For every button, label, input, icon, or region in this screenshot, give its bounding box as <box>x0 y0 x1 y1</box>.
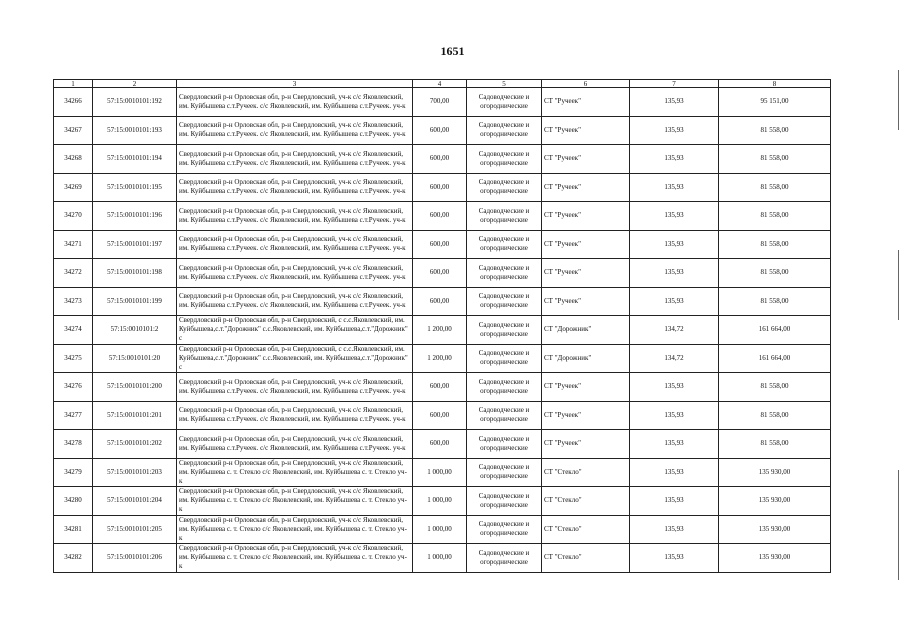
area-cell: 600,00 <box>413 287 467 316</box>
organization-cell: СТ "Дорожник" <box>542 344 630 373</box>
cadastral-value-cell: 135 930,00 <box>719 515 831 544</box>
cadastral-number-cell: 57:15:0010101:199 <box>93 287 177 316</box>
header-row <box>54 80 831 88</box>
rate-cell: 134,72 <box>630 316 719 345</box>
row-number-cell: 34268 <box>54 145 93 174</box>
table-row <box>54 515 831 544</box>
table-row <box>54 88 831 117</box>
organization-cell: СТ "Ручеек" <box>542 287 630 316</box>
area-cell: 1 000,00 <box>413 544 467 573</box>
area-cell: 1 200,00 <box>413 316 467 345</box>
area-cell: 600,00 <box>413 145 467 174</box>
table-header <box>54 80 831 88</box>
area-cell: 600,00 <box>413 373 467 402</box>
land-use-cell: Садоводческие и огороднические <box>467 430 542 459</box>
cadastral-number-cell: 57:15:0010101:204 <box>93 487 177 516</box>
table-row <box>54 116 831 145</box>
table-body <box>54 88 831 573</box>
organization-cell: СТ "Ручеек" <box>542 202 630 231</box>
organization-cell: СТ "Ручеек" <box>542 173 630 202</box>
row-number-cell: 34281 <box>54 515 93 544</box>
organization-cell: СТ "Ручеек" <box>542 88 630 117</box>
rate-cell: 135,93 <box>630 116 719 145</box>
table-row <box>54 401 831 430</box>
address-cell: Свердловский р-н Орловская обл, р-н Свердловский, уч-к с/с Яковлевский, им. Куйбышева с.т.Ручеек. с/с Яковлевский, им. Куйбышева с.т.Ручеек. уч-к <box>177 145 413 174</box>
address-cell: Свердловский р-н Орловская обл, р-н Свердловский, уч-к с/с Яковлевский, им. Куйбышева с.т.Ручеек. с/с Яковлевский, им. Куйбышева с.т.Ручеек. уч-к <box>177 259 413 288</box>
table-row <box>54 202 831 231</box>
row-number-cell: 34282 <box>54 544 93 573</box>
cadastral-number-cell: 57:15:0010101:205 <box>93 515 177 544</box>
area-cell: 1 000,00 <box>413 515 467 544</box>
cadastral-value-cell: 81 558,00 <box>719 259 831 288</box>
area-cell: 1 000,00 <box>413 487 467 516</box>
address-cell: Свердловский р-н Орловская обл, р-н Свердловский, уч-к с/с Яковлевский, им. Куйбышева с.т.Ручеек. с/с Яковлевский, им. Куйбышева с.т.Ручеек. уч-к <box>177 230 413 259</box>
row-number-cell: 34277 <box>54 401 93 430</box>
row-number-cell: 34276 <box>54 373 93 402</box>
land-use-cell: Садоводческие и огороднические <box>467 230 542 259</box>
cadastral-value-cell: 81 558,00 <box>719 230 831 259</box>
table-row <box>54 287 831 316</box>
table-row <box>54 430 831 459</box>
cadastral-value-cell: 135 930,00 <box>719 458 831 487</box>
organization-cell: СТ "Ручеек" <box>542 430 630 459</box>
rate-cell: 135,93 <box>630 173 719 202</box>
cadastral-value-cell: 81 558,00 <box>719 173 831 202</box>
table-row <box>54 344 831 373</box>
cadastral-value-cell: 81 558,00 <box>719 401 831 430</box>
cadastral-number-cell: 57:15:0010101:197 <box>93 230 177 259</box>
row-number-cell: 34272 <box>54 259 93 288</box>
area-cell: 600,00 <box>413 259 467 288</box>
area-cell: 600,00 <box>413 430 467 459</box>
address-cell: Свердловский р-н Орловская обл, р-н Свердловский, уч-к с/с Яковлевский, им. Куйбышева с. т. Стекло с/с Яковлевский, им. Куйбышева с. т. Стекло уч-к <box>177 487 413 516</box>
organization-cell: СТ "Ручеек" <box>542 373 630 402</box>
rate-cell: 135,93 <box>630 401 719 430</box>
land-use-cell: Садоводческие и огороднические <box>467 458 542 487</box>
table-row <box>54 487 831 516</box>
column-header: 1 <box>54 80 93 88</box>
area-cell: 600,00 <box>413 116 467 145</box>
address-cell: Свердловский р-н Орловская обл, р-н Свердловский, уч-к с/с Яковлевский, им. Куйбышева с.т.Ручеек. с/с Яковлевский, им. Куйбышева с.т.Ручеек. уч-к <box>177 88 413 117</box>
table-row <box>54 544 831 573</box>
land-use-cell: Садоводческие и огороднические <box>467 145 542 174</box>
organization-cell: СТ "Ручеек" <box>542 145 630 174</box>
cadastral-value-cell: 135 930,00 <box>719 544 831 573</box>
organization-cell: СТ "Дорожник" <box>542 316 630 345</box>
organization-cell: СТ "Стекло" <box>542 515 630 544</box>
land-use-cell: Садоводческие и огороднические <box>467 202 542 231</box>
organization-cell: СТ "Ручеек" <box>542 259 630 288</box>
cadastral-number-cell: 57:15:0010101:198 <box>93 259 177 288</box>
address-cell: Свердловский р-н Орловская обл, р-н Свердловский, уч-к с/с Яковлевский, им. Куйбышева с.т.Ручеек. с/с Яковлевский, им. Куйбышева с.т.Ручеек. уч-к <box>177 116 413 145</box>
column-header: 3 <box>177 80 413 88</box>
cadastral-value-cell: 81 558,00 <box>719 202 831 231</box>
cadastral-value-cell: 81 558,00 <box>719 430 831 459</box>
table-row <box>54 316 831 345</box>
cadastral-number-cell: 57:15:0010101:192 <box>93 88 177 117</box>
cadastral-value-cell: 81 558,00 <box>719 373 831 402</box>
land-use-cell: Садоводческие и огороднические <box>467 487 542 516</box>
cadastral-number-cell: 57:15:0010101:202 <box>93 430 177 459</box>
row-number-cell: 34271 <box>54 230 93 259</box>
land-use-cell: Садоводческие и огороднические <box>467 316 542 345</box>
organization-cell: СТ "Ручеек" <box>542 116 630 145</box>
land-use-cell: Садоводческие и огороднические <box>467 88 542 117</box>
table-row <box>54 230 831 259</box>
organization-cell: СТ "Ручеек" <box>542 230 630 259</box>
scan-edge-mark <box>898 0 899 640</box>
row-number-cell: 34274 <box>54 316 93 345</box>
row-number-cell: 34267 <box>54 116 93 145</box>
cadastral-number-cell: 57:15:0010101:200 <box>93 373 177 402</box>
address-cell: Свердловский р-н Орловская обл, р-н Свердловский, уч-к с/с Яковлевский, им. Куйбышева с.т.Ручеек. с/с Яковлевский, им. Куйбышева с.т.Ручеек. уч-к <box>177 173 413 202</box>
cadastral-number-cell: 57:15:0010101:2 <box>93 316 177 345</box>
organization-cell: СТ "Стекло" <box>542 544 630 573</box>
rate-cell: 135,93 <box>630 430 719 459</box>
cadastral-value-cell: 161 664,00 <box>719 316 831 345</box>
organization-cell: СТ "Стекло" <box>542 487 630 516</box>
rate-cell: 135,93 <box>630 230 719 259</box>
address-cell: Свердловский р-н Орловская обл, р-н Свердловский, с с.с.Яковлевский, им. Куйбышева,с.т."Дорожник" с.с.Яковлевский, им. Куйбышева,с.т."Дорожник" с <box>177 316 413 345</box>
rate-cell: 135,93 <box>630 458 719 487</box>
rate-cell: 135,93 <box>630 145 719 174</box>
rate-cell: 135,93 <box>630 88 719 117</box>
rate-cell: 135,93 <box>630 259 719 288</box>
rate-cell: 135,93 <box>630 487 719 516</box>
cadastral-value-cell: 81 558,00 <box>719 145 831 174</box>
cadastral-value-cell: 81 558,00 <box>719 287 831 316</box>
rate-cell: 134,72 <box>630 344 719 373</box>
page-number: 1651 <box>440 44 465 58</box>
row-number-cell: 34269 <box>54 173 93 202</box>
area-cell: 700,00 <box>413 88 467 117</box>
address-cell: Свердловский р-н Орловская обл, р-н Свердловский, уч-к с/с Яковлевский, им. Куйбышева с.т.Ручеек. с/с Яковлевский, им. Куйбышева с.т.Ручеек. уч-к <box>177 373 413 402</box>
address-cell: Свердловский р-н Орловская обл, р-н Свердловский, уч-к с/с Яковлевский, им. Куйбышева с.т.Ручеек. с/с Яковлевский, им. Куйбышева с.т.Ручеек. уч-к <box>177 202 413 231</box>
land-use-cell: Садоводческие и огороднические <box>467 401 542 430</box>
rate-cell: 135,93 <box>630 544 719 573</box>
row-number-cell: 34266 <box>54 88 93 117</box>
rate-cell: 135,93 <box>630 287 719 316</box>
cadastral-number-cell: 57:15:0010101:194 <box>93 145 177 174</box>
table-row <box>54 145 831 174</box>
column-header: 6 <box>542 80 630 88</box>
rate-cell: 135,93 <box>630 373 719 402</box>
land-registry-table <box>53 79 831 573</box>
address-cell: Свердловский р-н Орловская обл, р-н Свердловский, уч-к с/с Яковлевский, им. Куйбышева с. т. Стекло с/с Яковлевский, им. Куйбышева с. т. Стекло уч-к <box>177 458 413 487</box>
address-cell: Свердловский р-н Орловская обл, р-н Свердловский, уч-к с/с Яковлевский, им. Куйбышева с. т. Стекло с/с Яковлевский, им. Куйбышева с. т. Стекло уч-к <box>177 544 413 573</box>
address-cell: Свердловский р-н Орловская обл, р-н Свердловский, с с.с.Яковлевский, им. Куйбышева,с.т."Дорожник" с.с.Яковлевский, им. Куйбышева,с.т."Дорожник" с <box>177 344 413 373</box>
address-cell: Свердловский р-н Орловская обл, р-н Свердловский, уч-к с/с Яковлевский, им. Куйбышева с. т. Стекло с/с Яковлевский, им. Куйбышева с. т. Стекло уч-к <box>177 515 413 544</box>
cadastral-number-cell: 57:15:0010101:193 <box>93 116 177 145</box>
land-use-cell: Садоводческие и огороднические <box>467 344 542 373</box>
rate-cell: 135,93 <box>630 515 719 544</box>
row-number-cell: 34273 <box>54 287 93 316</box>
cadastral-value-cell: 161 664,00 <box>719 344 831 373</box>
area-cell: 600,00 <box>413 202 467 231</box>
row-number-cell: 34280 <box>54 487 93 516</box>
land-use-cell: Садоводческие и огороднические <box>467 515 542 544</box>
land-use-cell: Садоводческие и огороднические <box>467 287 542 316</box>
column-header: 8 <box>719 80 831 88</box>
cadastral-value-cell: 95 151,00 <box>719 88 831 117</box>
area-cell: 600,00 <box>413 401 467 430</box>
row-number-cell: 34278 <box>54 430 93 459</box>
land-use-cell: Садоводческие и огороднические <box>467 116 542 145</box>
land-use-cell: Садоводческие и огороднические <box>467 373 542 402</box>
area-cell: 600,00 <box>413 173 467 202</box>
row-number-cell: 34279 <box>54 458 93 487</box>
address-cell: Свердловский р-н Орловская обл, р-н Свердловский, уч-к с/с Яковлевский, им. Куйбышева с.т.Ручеек. с/с Яковлевский, им. Куйбышева с.т.Ручеек. уч-к <box>177 287 413 316</box>
cadastral-number-cell: 57:15:0010101:201 <box>93 401 177 430</box>
cadastral-number-cell: 57:15:0010101:195 <box>93 173 177 202</box>
land-use-cell: Садоводческие и огороднические <box>467 173 542 202</box>
area-cell: 600,00 <box>413 230 467 259</box>
address-cell: Свердловский р-н Орловская обл, р-н Свердловский, уч-к с/с Яковлевский, им. Куйбышева с.т.Ручеек. с/с Яковлевский, им. Куйбышева с.т.Ручеек. уч-к <box>177 401 413 430</box>
cadastral-number-cell: 57:15:0010101:196 <box>93 202 177 231</box>
table-row <box>54 458 831 487</box>
row-number-cell: 34270 <box>54 202 93 231</box>
rate-cell: 135,93 <box>630 202 719 231</box>
cadastral-value-cell: 135 930,00 <box>719 487 831 516</box>
table-row <box>54 173 831 202</box>
table-row <box>54 259 831 288</box>
column-header: 5 <box>467 80 542 88</box>
land-use-cell: Садоводческие и огороднические <box>467 544 542 573</box>
cadastral-number-cell: 57:15:0010101:203 <box>93 458 177 487</box>
row-number-cell: 34275 <box>54 344 93 373</box>
cadastral-number-cell: 57:15:0010101:206 <box>93 544 177 573</box>
table-row <box>54 373 831 402</box>
area-cell: 1 200,00 <box>413 344 467 373</box>
column-header: 7 <box>630 80 719 88</box>
organization-cell: СТ "Ручеек" <box>542 401 630 430</box>
area-cell: 1 000,00 <box>413 458 467 487</box>
column-header: 2 <box>93 80 177 88</box>
organization-cell: СТ "Стекло" <box>542 458 630 487</box>
column-header: 4 <box>413 80 467 88</box>
cadastral-value-cell: 81 558,00 <box>719 116 831 145</box>
land-use-cell: Садоводческие и огороднические <box>467 259 542 288</box>
address-cell: Свердловский р-н Орловская обл, р-н Свердловский, уч-к с/с Яковлевский, им. Куйбышева с.т.Ручеек. с/с Яковлевский, им. Куйбышева с.т.Ручеек. уч-к <box>177 430 413 459</box>
cadastral-number-cell: 57:15:0010101:20 <box>93 344 177 373</box>
